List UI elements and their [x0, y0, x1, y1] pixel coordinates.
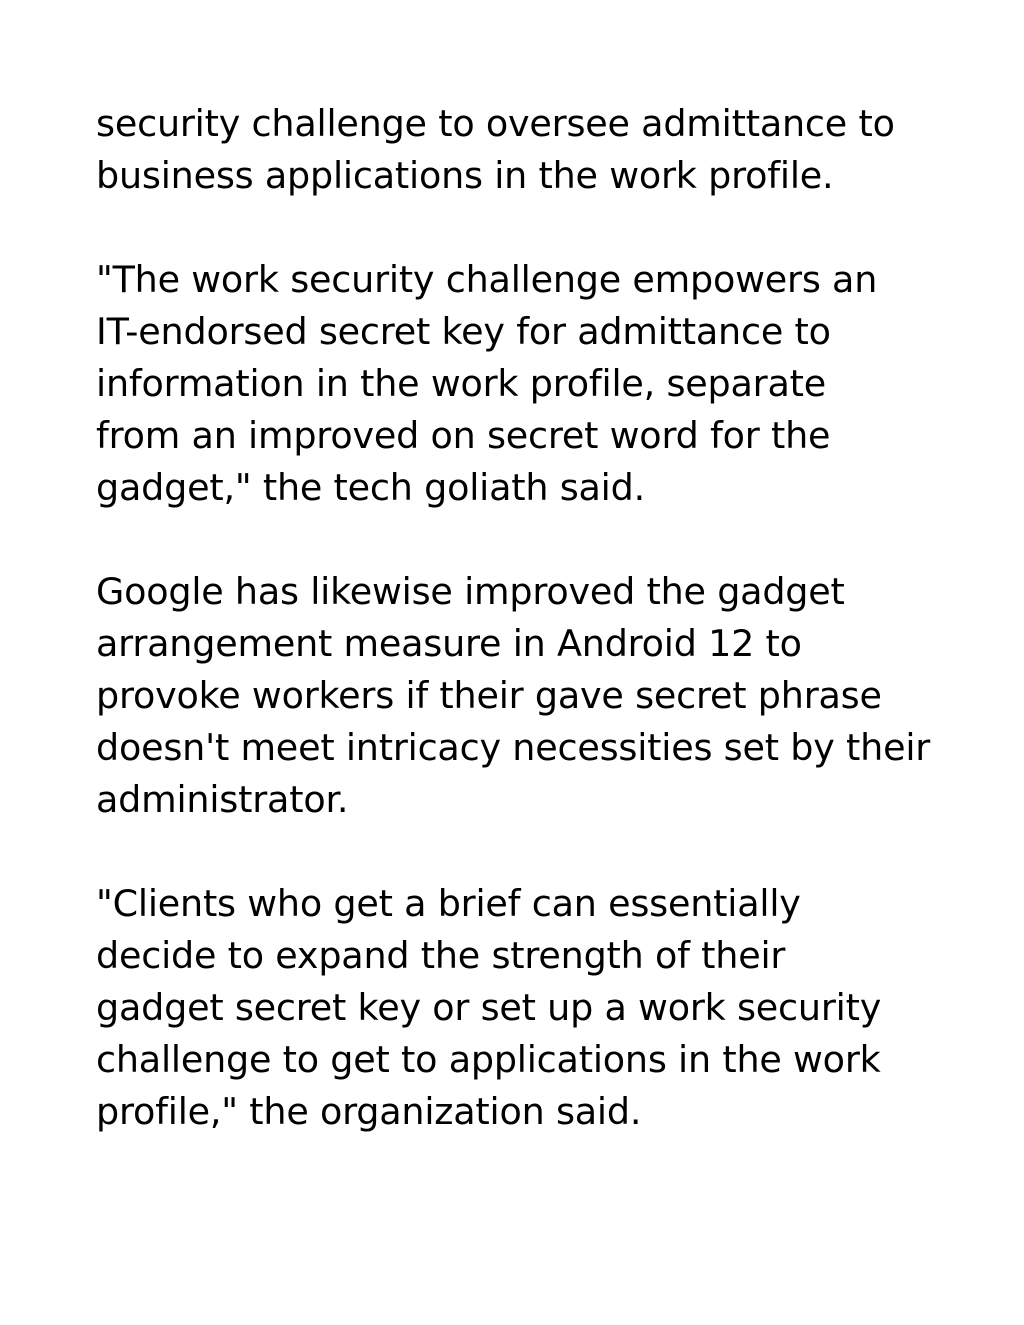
text-line: "The work security challenge empowers an — [96, 258, 878, 301]
text-line: gadget secret key or set up a work security — [96, 986, 882, 1029]
text-line: Google has likewise improved the gadget — [96, 570, 845, 613]
text-line: arrangement measure in Android 12 to — [96, 622, 802, 665]
text-line: IT-endorsed secret key for admittance to — [96, 310, 831, 353]
paragraph-1 — [96, 98, 946, 202]
text-line: business applications in the work profile. — [96, 154, 834, 197]
text-line: security challenge to oversee admittance to — [96, 102, 895, 145]
text-line: profile," the organization said. — [96, 1090, 642, 1133]
text-line: gadget," the tech goliath said. — [96, 466, 645, 509]
text-line: information in the work profile, separate — [96, 362, 827, 405]
text-line: from an improved on secret word for the — [96, 414, 831, 457]
text-line: "Clients who get a brief can essentially — [96, 882, 801, 925]
text-line: administrator. — [96, 778, 349, 821]
text-line: challenge to get to applications in the work — [96, 1038, 881, 1081]
text-line: decide to expand the strength of their — [96, 934, 786, 977]
paragraph-3 — [96, 566, 946, 826]
document-page — [96, 98, 946, 1190]
paragraph-2 — [96, 254, 946, 514]
text-line: provoke workers if their gave secret phrase — [96, 674, 882, 717]
text-line: doesn't meet intricacy necessities set by their — [96, 726, 931, 769]
paragraph-4 — [96, 878, 946, 1138]
